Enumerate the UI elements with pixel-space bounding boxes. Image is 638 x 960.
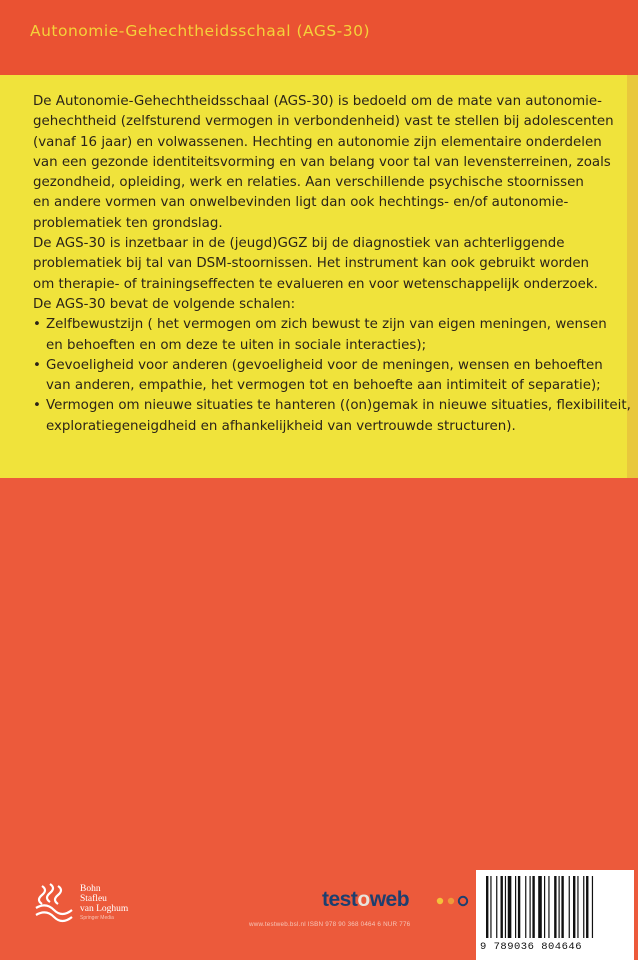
publisher-name bbox=[80, 884, 128, 922]
description-line: van een gezonde identiteitsvorming en van belang voor tal van levensterreinen, zoals bbox=[33, 154, 611, 170]
isbn-info: www.testweb.bsl.nl ISBN 978 90 368 0464 6 NUR 776 bbox=[249, 921, 411, 928]
description-line: (vanaf 16 jaar) en volwassenen. Hechting en autonomie zijn elementaire onderdelen bbox=[33, 134, 602, 150]
scale-item-continuation: van anderen, empathie, het vermogen tot en behoefte aan intimiteit of separatie); bbox=[46, 378, 601, 394]
bsl-logo-icon bbox=[32, 880, 74, 924]
barcode bbox=[476, 870, 634, 960]
description-text bbox=[33, 92, 631, 437]
scale-item-zelfbewustzijn: • Zelfbewustzijn ( het vermogen om zich bewust te zijn van eigen meningen, wensen bbox=[33, 315, 619, 335]
publisher-line: Bohn bbox=[80, 884, 101, 894]
publisher-line: Stafleu bbox=[80, 894, 107, 904]
description-line: problematiek ten grondslag. bbox=[33, 215, 223, 231]
brand-text: test bbox=[322, 888, 358, 911]
scale-item-continuation: exploratiegeneigdheid en afhankelijkheid van vertrouwde structuren). bbox=[46, 418, 516, 434]
description-line: De AGS-30 bevat de volgende schalen: bbox=[33, 296, 296, 312]
description-line: en andere vormen van onwelbevinden ligt dan ook hechtings- en/of autonomie- bbox=[33, 195, 569, 211]
barcode-number: 9 789036 804646 bbox=[480, 941, 583, 953]
brand-text: o bbox=[357, 888, 370, 911]
description-line: De Autonomie-Gehechtheidsschaal (AGS-30) is bedoeld om de mate van autonomie- bbox=[33, 94, 602, 109]
publisher-line: van Loghum bbox=[80, 904, 129, 914]
description-line: problematiek bij tal van DSM-stoornissen. Het instrument kan ook gebruikt worden bbox=[33, 256, 590, 272]
testoweb-logo bbox=[322, 888, 409, 912]
brand-text: web bbox=[369, 888, 410, 911]
cover-title: Autonomie-Gehechtheidsschaal (AGS-30) bbox=[30, 22, 371, 40]
scale-item-vermogen: • Vermogen om nieuwe situaties te hanteren ((on)gemak in nieuwe situaties, flexibiliteit, bbox=[33, 396, 619, 416]
barcode-icon bbox=[484, 876, 626, 940]
description-line: om therapie- of trainingseffecten te evalueren en voor wetenschappelijk onderzoek. bbox=[33, 276, 598, 292]
description-line: De AGS-30 is inzetbaar in de (jeugd)GGZ bij de diagnostiek van achterliggende bbox=[33, 236, 565, 252]
scale-item-gevoeligheid: • Gevoeligheid voor anderen (gevoeligheid voor de meningen, wensen en behoeften bbox=[33, 356, 619, 376]
description-line: gezondheid, opleiding, werk en relaties. Aan verschillende psychische stoornissen bbox=[33, 175, 584, 191]
panel-edge bbox=[627, 75, 638, 478]
description-line: gehechtheid (zelfsturend vermogen in verbondenheid) vast te stellen bij adolescenten bbox=[33, 114, 614, 130]
scale-item-continuation: en behoeften en om deze te uiten in sociale interacties); bbox=[46, 337, 427, 353]
header-band bbox=[0, 0, 638, 75]
testoweb-dots-icon bbox=[436, 895, 476, 907]
publisher-subline: Springer Media bbox=[80, 915, 114, 921]
